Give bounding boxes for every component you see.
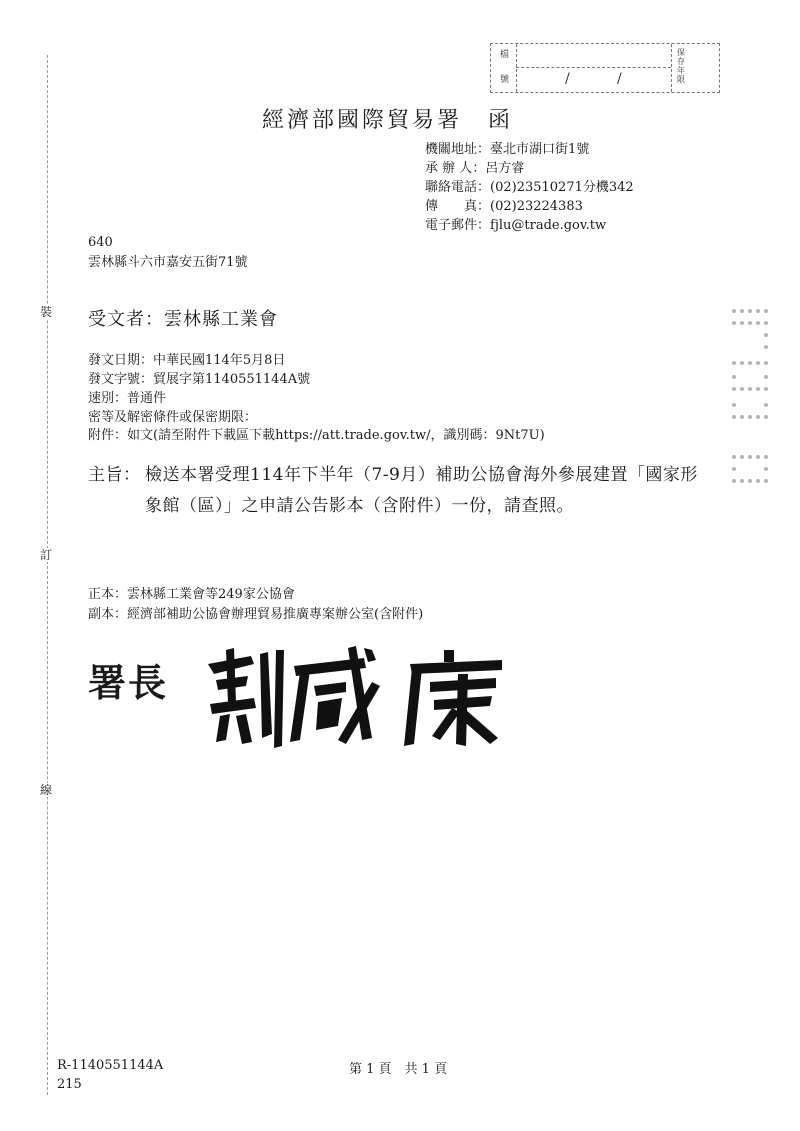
- original-recipients: 正本：雲林縣工業會等249家公協會: [88, 587, 295, 602]
- handler-name: 呂方睿: [485, 161, 525, 176]
- document-title: [262, 103, 513, 134]
- secrecy-level: 密等及解密條件或保密期限：: [88, 410, 258, 425]
- document-type: 函: [488, 108, 514, 133]
- signature-glyph-lian: [400, 648, 510, 748]
- delivery-speed: 速別：普通件: [88, 391, 167, 406]
- phone-number: (02)23510271分機342: [490, 180, 634, 195]
- handwritten-signature: [196, 642, 406, 756]
- handler-label: 承 辦 人：: [425, 161, 486, 176]
- file-slash-2: /: [617, 71, 622, 87]
- file-number-box: [490, 43, 720, 93]
- punch-hole-dots: [728, 305, 778, 495]
- email-address: fjlu@trade.gov.tw: [490, 218, 607, 233]
- recipient-postcode: 640: [88, 235, 113, 250]
- email-label: 電子郵件：: [425, 218, 491, 233]
- recipient-address: 雲林縣斗六市嘉安五街71號: [88, 255, 248, 270]
- recipient-name: 雲林縣工業會: [164, 309, 278, 330]
- phone-row: [425, 180, 634, 196]
- attachment-note: 附件：如文(請至附件下載區下載https://att.trade.gov.tw/，識別碼：9Nt7U): [88, 428, 545, 443]
- phone-label: 聯絡電話：: [425, 180, 491, 195]
- footer-code: 215: [57, 1077, 82, 1092]
- recipient: [88, 305, 278, 331]
- email-row: [425, 218, 606, 234]
- recipient-label: 受文者：: [88, 309, 164, 330]
- fax-row: [425, 199, 583, 215]
- document-number: 發文字號：貿展字第1140551144A號: [88, 372, 311, 387]
- binding-mark-ding: 訂: [40, 548, 53, 562]
- number-label: 號: [500, 75, 510, 85]
- binding-mark-xian: 線: [40, 783, 53, 797]
- agency-address-label: 機關地址：: [425, 142, 491, 157]
- handler-row: [425, 161, 524, 177]
- file-label: 檔: [500, 50, 510, 60]
- binding-line: [47, 55, 48, 1095]
- issue-date: 發文日期：中華民國114年5月8日: [88, 353, 286, 368]
- page-indicator: 第 1 頁 共 1 頁: [349, 1062, 448, 1077]
- signatory-title: 署長: [88, 660, 169, 705]
- copy-recipients: 副本：經濟部補助公協會辦理貿易推廣專案辦公室(含附件): [88, 607, 424, 622]
- subject-label: 主旨：: [88, 465, 141, 485]
- fax-label: 傳 真：: [425, 199, 491, 214]
- subject-block: [88, 460, 698, 516]
- binding-mark-zhuang: 裝: [40, 305, 53, 319]
- agency-address: 臺北市湖口街1號: [490, 142, 590, 157]
- document-serial: R-1140551144A: [57, 1058, 164, 1073]
- subject-text: 檢送本署受理114年下半年（7-9月）補助公協會海外參展建置「國家形象館（區）」之申請公告影本（含附件）一份，請查照。: [145, 465, 698, 516]
- file-slash-1: /: [565, 71, 570, 87]
- agency-address-row: [425, 142, 589, 158]
- agency-name: 經濟部國際貿易署: [262, 108, 463, 133]
- retention-period-label: 保存年限: [677, 48, 685, 84]
- fax-number: (02)23224383: [490, 199, 583, 214]
